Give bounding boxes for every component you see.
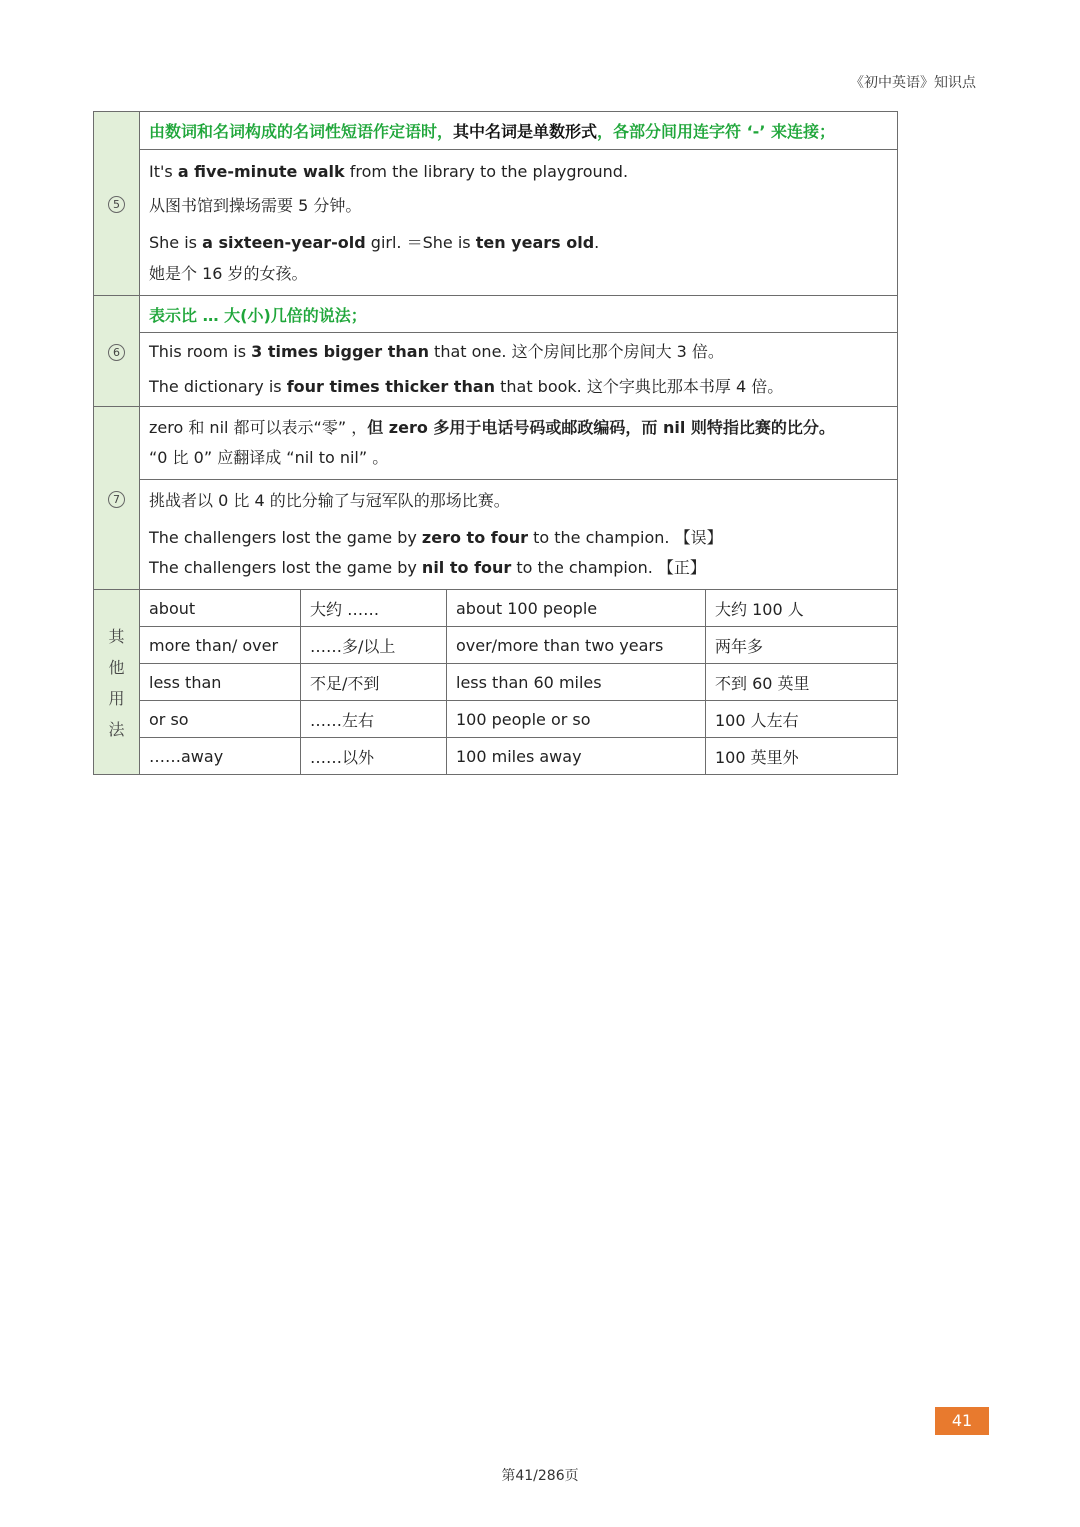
table-row [94, 738, 898, 775]
section5-rule-row [94, 112, 898, 150]
rule-text: 由数词和名词构成的名词性短语作定语时， [149, 122, 454, 141]
section5-number-cell [94, 112, 140, 296]
section7-examples-row [94, 480, 898, 590]
rule-emphasis: 其中名词是单数形式 [453, 122, 598, 141]
rule-text: zero 和 nil 都可以表示“零” ，但 zero 多用于电话号码或邮政编码，而 nil 则特指比赛的比分。 [149, 418, 835, 437]
example-translation: 挑战者以 0 比 4 的比分输了与冠军队的那场比赛。 [149, 491, 510, 510]
section7-rule-row [94, 407, 898, 480]
table-cell: 100 人左右 [706, 701, 898, 738]
example-translation: 她是个 16 岁的女孩。 [149, 263, 308, 283]
page-footer: 第41/286页 [501, 1468, 579, 1484]
section7-rule [140, 407, 898, 480]
table-cell: 100 英里外 [706, 738, 898, 775]
circled-number-6: 6 [108, 344, 125, 361]
section5-examples [140, 150, 898, 296]
document-header-title: 《初中英语》知识点 [850, 75, 976, 91]
table-cell: 不足/不到 [301, 664, 447, 701]
table-cell: 大约 …… [301, 590, 447, 627]
example-translation: 从图书馆到操场需要 5 分钟。 [149, 195, 362, 215]
label-char: 用 [108, 689, 125, 708]
section6-rule [140, 296, 898, 333]
table-row [94, 664, 898, 701]
label-char: 其 [108, 627, 125, 646]
circled-number-7: 7 [108, 491, 125, 508]
table-cell: or so [140, 701, 301, 738]
example-sentence: It's a five-minute walk from the library to the playground. [149, 161, 629, 181]
table-cell: ……away [140, 738, 301, 775]
table-cell: about [140, 590, 301, 627]
table-cell: 不到 60 英里 [706, 664, 898, 701]
section6-examples-row [94, 333, 898, 407]
page-number-badge: 41 [935, 1407, 989, 1435]
section5-examples-row [94, 150, 898, 296]
section7-examples [140, 480, 898, 590]
table-cell: less than 60 miles [447, 664, 706, 701]
example-sentence: The challengers lost the game by nil to four to the champion. 【正】 [149, 558, 706, 577]
example-sentence: The challengers lost the game by zero to four to the champion. 【误】 [149, 528, 723, 547]
table-row [94, 701, 898, 738]
table-row [94, 590, 898, 627]
table-cell: 100 miles away [447, 738, 706, 775]
rule-text: “0 比 0” 应翻译成 “nil to nil” 。 [149, 448, 389, 467]
section7-number-cell [94, 407, 140, 590]
table-cell: less than [140, 664, 301, 701]
table-row [94, 627, 898, 664]
table-cell: ……左右 [301, 701, 447, 738]
table-cell: 大约 100 人 [706, 590, 898, 627]
knowledge-table [93, 111, 898, 775]
section6-number-cell [94, 296, 140, 407]
section6-rule-row [94, 296, 898, 333]
rule-text: ，各部分间用连字符 ‘-’ 来连接； [597, 122, 835, 141]
rule-text: 表示比 … 大(小)几倍的说法； [149, 305, 367, 325]
example-sentence: She is a sixteen-year-old girl. ＝She is ten years old. [149, 232, 600, 252]
label-char: 法 [108, 720, 125, 739]
section5-rule [140, 112, 898, 150]
other-usage-label [94, 590, 140, 775]
label-char: 他 [108, 658, 125, 677]
table-cell: more than/ over [140, 627, 301, 664]
table-cell: about 100 people [447, 590, 706, 627]
section6-examples [140, 333, 898, 407]
table-cell: over/more than two years [447, 627, 706, 664]
table-cell: 100 people or so [447, 701, 706, 738]
table-cell: ……多/以上 [301, 627, 447, 664]
table-cell: ……以外 [301, 738, 447, 775]
table-cell: 两年多 [706, 627, 898, 664]
circled-number-5: 5 [108, 196, 125, 213]
example-sentence: This room is 3 times bigger than that one. 这个房间比那个房间大 3 倍。 [149, 342, 724, 361]
example-sentence: The dictionary is four times thicker than that book. 这个字典比那本书厚 4 倍。 [149, 377, 784, 396]
